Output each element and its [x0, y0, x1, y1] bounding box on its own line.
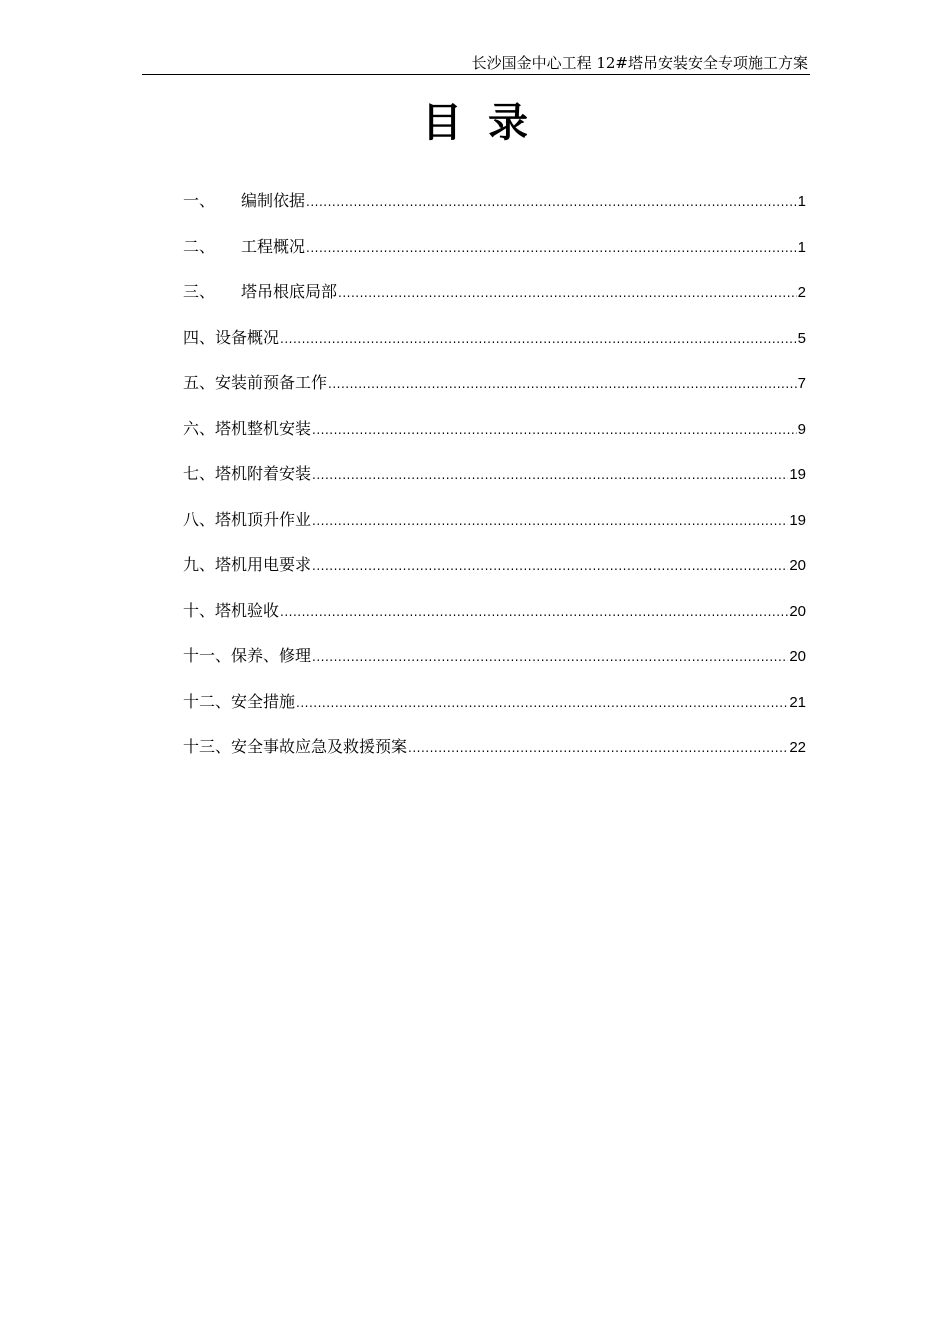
toc-entry-label: 塔机附着安装	[215, 464, 312, 483]
toc-entry-1[interactable]	[183, 186, 806, 232]
toc-entry-page: 20	[789, 557, 806, 574]
toc-dot-leader	[408, 733, 788, 763]
toc-entry-label: 保养、修理	[231, 646, 312, 665]
toc-entry-12[interactable]	[183, 687, 806, 733]
toc-entry-label: 塔吊根底局部	[241, 282, 338, 301]
toc-entry-3[interactable]	[183, 277, 806, 323]
toc-entry-number: 三、	[183, 282, 216, 301]
toc-entry-number: 二、	[183, 236, 216, 256]
toc-entry-page: 1	[797, 193, 806, 210]
toc-dot-leader	[312, 415, 797, 445]
toc-entry-4[interactable]	[183, 323, 806, 369]
toc-entry-number: 十一、	[183, 646, 232, 665]
toc-entry-number: 十三、	[183, 737, 232, 756]
toc-dot-leader	[312, 506, 788, 536]
toc-entry-page: 19	[789, 511, 806, 529]
toc-title: 目录	[422, 100, 554, 146]
header-text: 长沙国金中心工程 12#塔吊安装安全专项施工方案	[471, 54, 808, 72]
toc-entry-label: 塔机验收	[215, 600, 280, 620]
toc-entry-7[interactable]	[183, 459, 806, 505]
toc-entry-number: 十二、	[183, 691, 232, 711]
toc-entry-page: 5	[797, 329, 806, 347]
toc-dot-leader	[280, 324, 797, 354]
toc-entry-label: 工程概况	[241, 236, 306, 256]
toc-entry-13[interactable]	[183, 732, 806, 778]
toc-entry-number: 六、	[183, 418, 216, 438]
toc-dot-leader	[328, 369, 797, 399]
toc-dot-leader	[306, 187, 797, 217]
toc-entry-2[interactable]	[183, 232, 806, 278]
toc-entry-number: 一、	[183, 191, 216, 210]
toc-entry-page: 20	[789, 648, 806, 665]
toc-dot-leader	[312, 460, 788, 490]
toc-entry-number: 七、	[183, 464, 216, 483]
toc-entry-page: 22	[789, 739, 806, 756]
toc-entry-number: 八、	[183, 509, 216, 529]
toc-dot-leader	[312, 642, 788, 672]
toc-entry-page: 20	[789, 602, 806, 620]
toc-dot-leader	[306, 233, 797, 263]
toc-dot-leader	[280, 597, 788, 627]
toc-dot-leader	[312, 551, 788, 581]
toc-entry-page: 21	[789, 693, 806, 711]
toc-entry-11[interactable]	[183, 641, 806, 687]
toc-entry-label: 安全事故应急及救援预案	[231, 737, 408, 756]
toc-entry-page: 9	[797, 420, 806, 438]
toc-entry-label: 安全措施	[231, 691, 296, 711]
toc-entry-number: 四、	[183, 327, 216, 347]
toc-entry-10[interactable]	[183, 596, 806, 642]
page-header	[142, 52, 810, 75]
toc-entry-6[interactable]	[183, 414, 806, 460]
toc-entry-8[interactable]	[183, 505, 806, 551]
toc-entry-number: 十、	[183, 600, 216, 620]
toc-entry-page: 1	[797, 238, 806, 256]
toc-entry-label: 安装前预备工作	[215, 373, 328, 392]
toc-entry-label: 编制依据	[241, 191, 306, 210]
toc-entry-label: 设备概况	[215, 327, 280, 347]
toc-entry-page: 19	[789, 466, 806, 483]
table-of-contents	[183, 186, 806, 778]
toc-entry-label: 塔机整机安装	[215, 418, 312, 438]
toc-dot-leader	[338, 278, 797, 308]
toc-entry-label: 塔机顶升作业	[215, 509, 312, 529]
toc-entry-label: 塔机用电要求	[215, 555, 312, 574]
toc-entry-number: 九、	[183, 555, 216, 574]
toc-dot-leader	[296, 688, 788, 718]
toc-entry-number: 五、	[183, 373, 216, 392]
toc-entry-page: 2	[797, 284, 806, 301]
toc-entry-page: 7	[797, 375, 806, 392]
toc-entry-5[interactable]	[183, 368, 806, 414]
toc-entry-9[interactable]	[183, 550, 806, 596]
